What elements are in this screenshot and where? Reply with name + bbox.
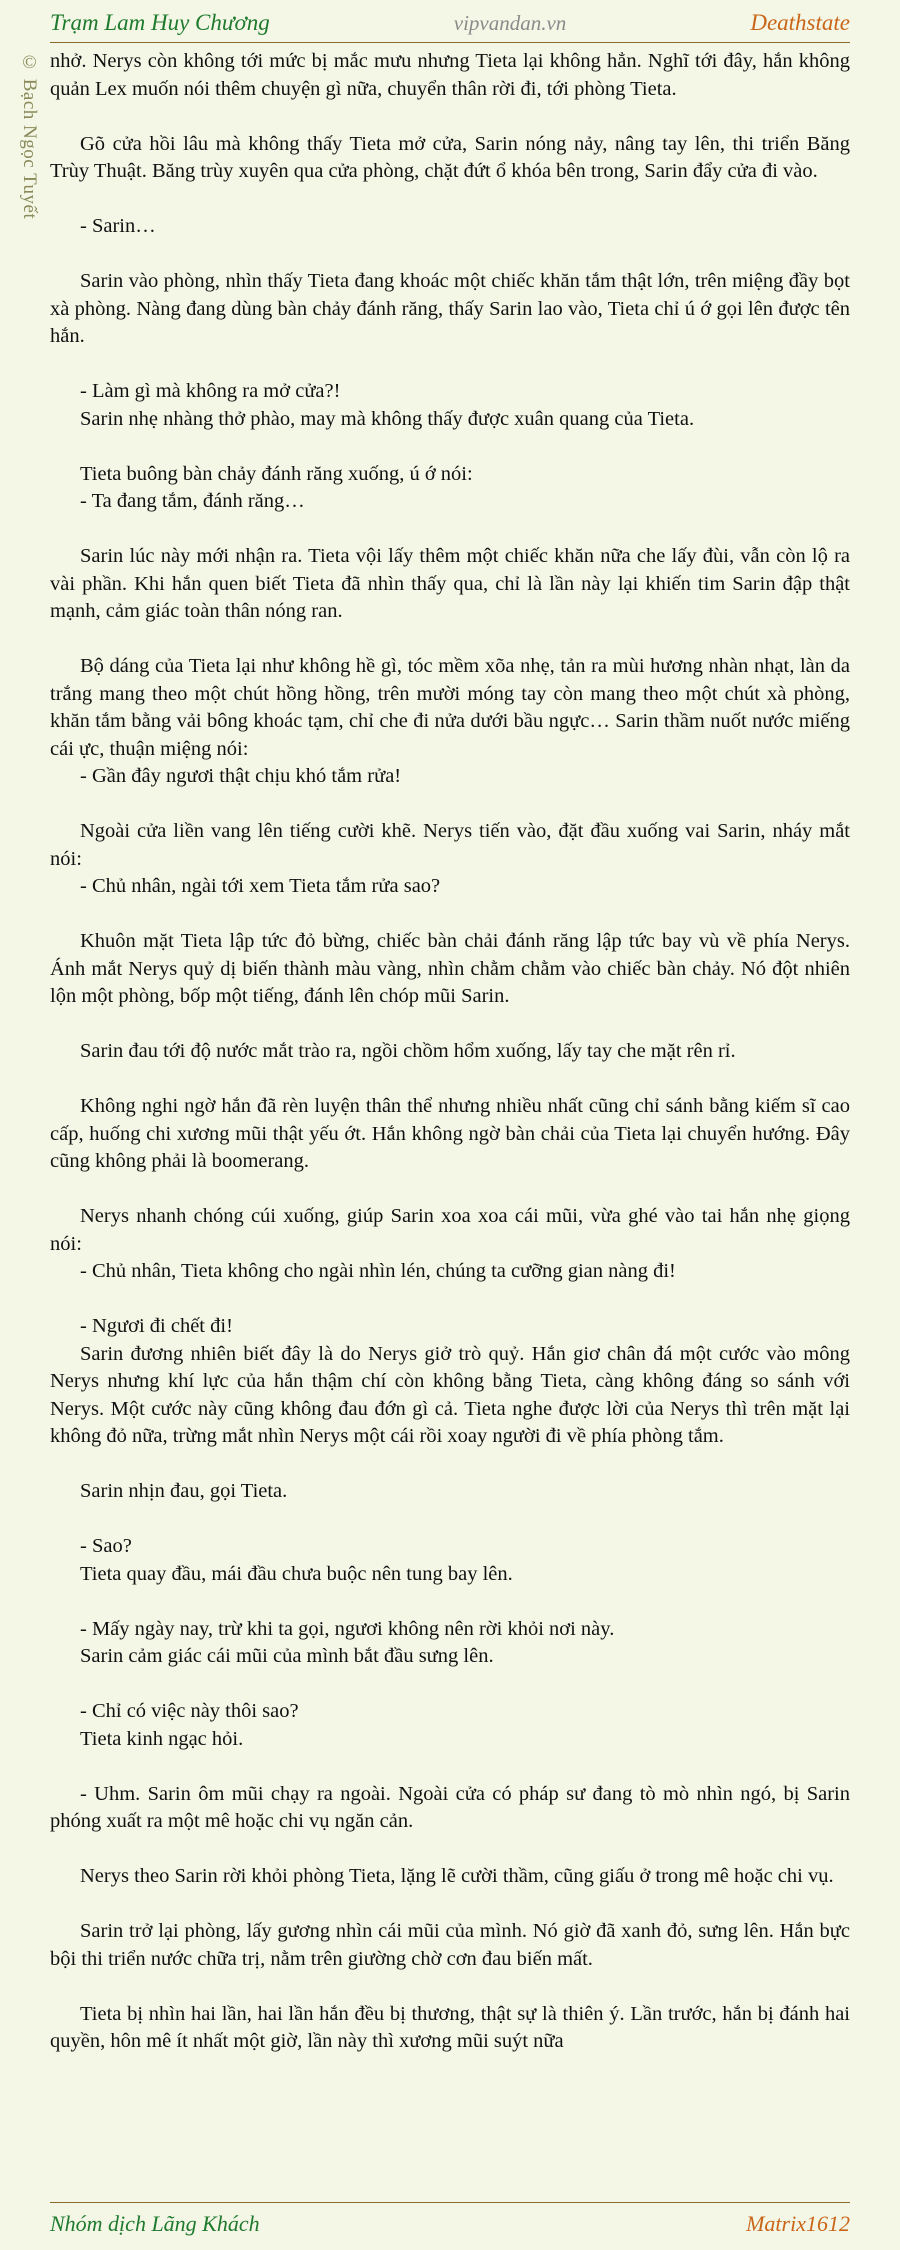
- paragraph-line: Sarin lúc này mới nhận ra. Tieta vội lấy thêm một chiếc khăn nữa che lấy đùi, vẫn còn lộ ra vài phần. Khi hắn quen biết Tieta đã nhìn thấy qua, chỉ là lần này lại khiến tim Sarin đập thật mạnh, cảm giác toàn thân nóng ran.: [50, 545, 850, 622]
- paragraph: [50, 1781, 850, 1836]
- paragraph: [50, 213, 850, 241]
- paragraph-line: Sarin cảm giác cái mũi của mình bắt đầu sưng lên.: [80, 1645, 494, 1667]
- paragraph-line: Tieta kinh ngạc hỏi.: [80, 1727, 244, 1750]
- chapter-body: [50, 48, 850, 2196]
- paragraph: [50, 1918, 850, 1973]
- paragraph-line: Khuôn mặt Tieta lập tức đỏ bừng, chiếc bàn chải đánh răng lập tức bay vù về phía Nerys. Ánh mắt Nerys quỷ dị biến thành màu vàng, nhìn chằm chằm vào chiếc bàn chảy. Nó đột nhiên lộn một phòng, bốp một tiếng, đánh lên chóp mũi Sarin.: [50, 930, 850, 1007]
- paragraph-line: Ngoài cửa liền vang lên tiếng cười khẽ. Nerys tiến vào, đặt đầu xuống vai Sarin, nháy mắt nói:: [50, 820, 850, 870]
- paragraph: [50, 378, 850, 433]
- paragraph-line: - Sao?: [80, 1535, 132, 1557]
- paragraph: [50, 1533, 850, 1588]
- paragraph: [50, 2001, 850, 2056]
- paragraph-line: Sarin nhẹ nhàng thở phào, may mà không thấy được xuân quang của Tieta.: [80, 407, 695, 430]
- paragraph-line: Bộ dáng của Tieta lại như không hề gì, tóc mềm xõa nhẹ, tản ra mùi hương nhàn nhạt, làn da trắng mang theo một chút hồng hồng, trên mười móng tay còn mang theo một chút xà phòng, khăn tắm bằng vải bông khoác tạm, chỉ che đi nửa dưới bầu ngực… Sarin thầm nuốt nước miếng cái ực, thuận miệng nói:: [50, 655, 850, 760]
- footer-translator-group: Nhóm dịch Lãng Khách: [50, 2211, 260, 2236]
- paragraph-line: Sarin nhịn đau, gọi Tieta.: [80, 1480, 288, 1502]
- paragraph: [50, 268, 850, 351]
- paragraph-line: - Làm gì mà không ra mở cửa?!: [80, 380, 341, 402]
- paragraph: [50, 461, 850, 516]
- paragraph-line: Nerys theo Sarin rời khỏi phòng Tieta, lặng lẽ cười thầm, cũng giấu ở trong mê hoặc chi vụ.: [80, 1865, 834, 1887]
- footer-divider: [50, 2202, 850, 2203]
- paragraph-line: - Chỉ có việc này thôi sao?: [80, 1700, 299, 1722]
- paragraph: [50, 1313, 850, 1451]
- paragraph-line: Tieta bị nhìn hai lần, hai lần hắn đều bị thương, thật sự là thiên ý. Lần trước, hắn bị đánh hai quyền, hôn mê ít nhất một giờ, lần này thì xương mũi suýt nữa: [50, 2002, 850, 2052]
- paragraph: [50, 928, 850, 1011]
- header-book-title: Deathstate: [750, 10, 850, 35]
- paragraph-line: nhở. Nerys còn không tới mức bị mắc mưu nhưng Tieta lại không hẳn. Nghĩ tới đây, hắn không quản Lex muốn nói thêm chuyện gì nữa, chuyển thân rời đi, tới phòng Tieta.: [50, 50, 850, 100]
- paragraph: [50, 1203, 850, 1286]
- paragraph-line: - Ngươi đi chết đi!: [80, 1315, 233, 1337]
- paragraph: [50, 1616, 850, 1671]
- paragraph: [50, 1478, 850, 1506]
- paragraph: [50, 131, 850, 186]
- header-divider: [50, 42, 850, 43]
- paragraph: [50, 1093, 850, 1176]
- copyright-watermark: © Bạch Ngọc Tuyết: [19, 52, 40, 220]
- paragraph-line: Không nghi ngờ hắn đã rèn luyện thân thể nhưng nhiều nhất cũng chỉ sánh bằng kiếm sĩ cao cấp, huống chi xương mũi thật yếu ớt. Hắn không ngờ bàn chải của Tieta lại chuyển hướng. Đây cũng không phải là boomerang.: [50, 1095, 850, 1172]
- paragraph-line: - Uhm. Sarin ôm mũi chạy ra ngoài. Ngoài cửa có pháp sư đang tò mò nhìn ngó, bị Sarin phóng xuất ra một mê hoặc chi vụ ngăn cản.: [50, 1782, 850, 1832]
- paragraph-line: - Chủ nhân, ngài tới xem Tieta tắm rửa sao?: [80, 875, 441, 897]
- header-site-url: vipvandan.vn: [453, 10, 567, 35]
- paragraph-line: - Gần đây ngươi thật chịu khó tắm rửa!: [80, 765, 402, 787]
- paragraph: [50, 818, 850, 901]
- paragraph-line: Sarin trở lại phòng, lấy gương nhìn cái mũi của mình. Nó giờ đã xanh đỏ, sưng lên. Hắn bực bội thi triển nước chữa trị, nằm trên giường chờ cơn đau biến mất.: [50, 1920, 850, 1970]
- page-footer: [50, 2208, 850, 2240]
- paragraph-line: Gõ cửa hồi lâu mà không thấy Tieta mở cửa, Sarin nóng nảy, nâng tay lên, thi triển Băng Trùy Thuật. Băng trùy xuyên qua cửa phòng, chặt đứt ổ khóa bên trong, Sarin đẩy cửa đi vào.: [50, 132, 850, 182]
- paragraph: [50, 653, 850, 791]
- paragraph-line: - Chủ nhân, Tieta không cho ngài nhìn lén, chúng ta cưỡng gian nàng đi!: [80, 1260, 676, 1282]
- paragraph: [50, 1698, 850, 1753]
- paragraph-line: Tieta buông bàn chảy đánh răng xuống, ú ớ nói:: [80, 462, 473, 485]
- paragraph: [50, 48, 850, 103]
- paragraph-line: Sarin vào phòng, nhìn thấy Tieta đang khoác một chiếc khăn tắm thật lớn, trên miệng đầy bọt xà phòng. Nàng đang dùng bàn chảy đánh răng, thấy Sarin lao vào, Tieta chỉ ú ớ gọi lên được tên hắn.: [50, 270, 850, 347]
- page-header: [50, 6, 850, 40]
- paragraph: [50, 1863, 850, 1891]
- paragraph-line: Nerys nhanh chóng cúi xuống, giúp Sarin xoa xoa cái mũi, vừa ghé vào tai hắn nhẹ giọng nói:: [50, 1205, 850, 1255]
- paragraph: [50, 1038, 850, 1066]
- paragraph-line: - Mấy ngày nay, trừ khi ta gọi, ngươi không nên rời khỏi nơi này.: [80, 1617, 615, 1640]
- paragraph-line: Sarin đương nhiên biết đây là do Nerys giở trò quỷ. Hắn giơ chân đá một cước vào mông Nerys nhưng khí lực của hắn thậm chí còn không bằng Tieta, càng không đáng so sánh với Nerys. Một cước này cũng không đau đớn gì cả. Tieta nghe được lời của Nerys thì trên mặt lại không đỏ nữa, trừng mắt nhìn Nerys một cái rồi xoay người đi về phía phòng tắm.: [50, 1342, 850, 1447]
- paragraph-line: - Sarin…: [80, 215, 156, 237]
- paragraph-line: Sarin đau tới độ nước mắt trào ra, ngồi chồm hổm xuống, lấy tay che mặt rên rỉ.: [80, 1040, 736, 1062]
- footer-uploader: Matrix1612: [746, 2211, 850, 2236]
- paragraph-line: - Ta đang tắm, đánh răng…: [80, 490, 305, 512]
- paragraph: [50, 543, 850, 626]
- paragraph-line: Tieta quay đầu, mái đầu chưa buộc nên tung bay lên.: [80, 1562, 513, 1585]
- header-forum-name: Trạm Lam Huy Chương: [50, 10, 270, 35]
